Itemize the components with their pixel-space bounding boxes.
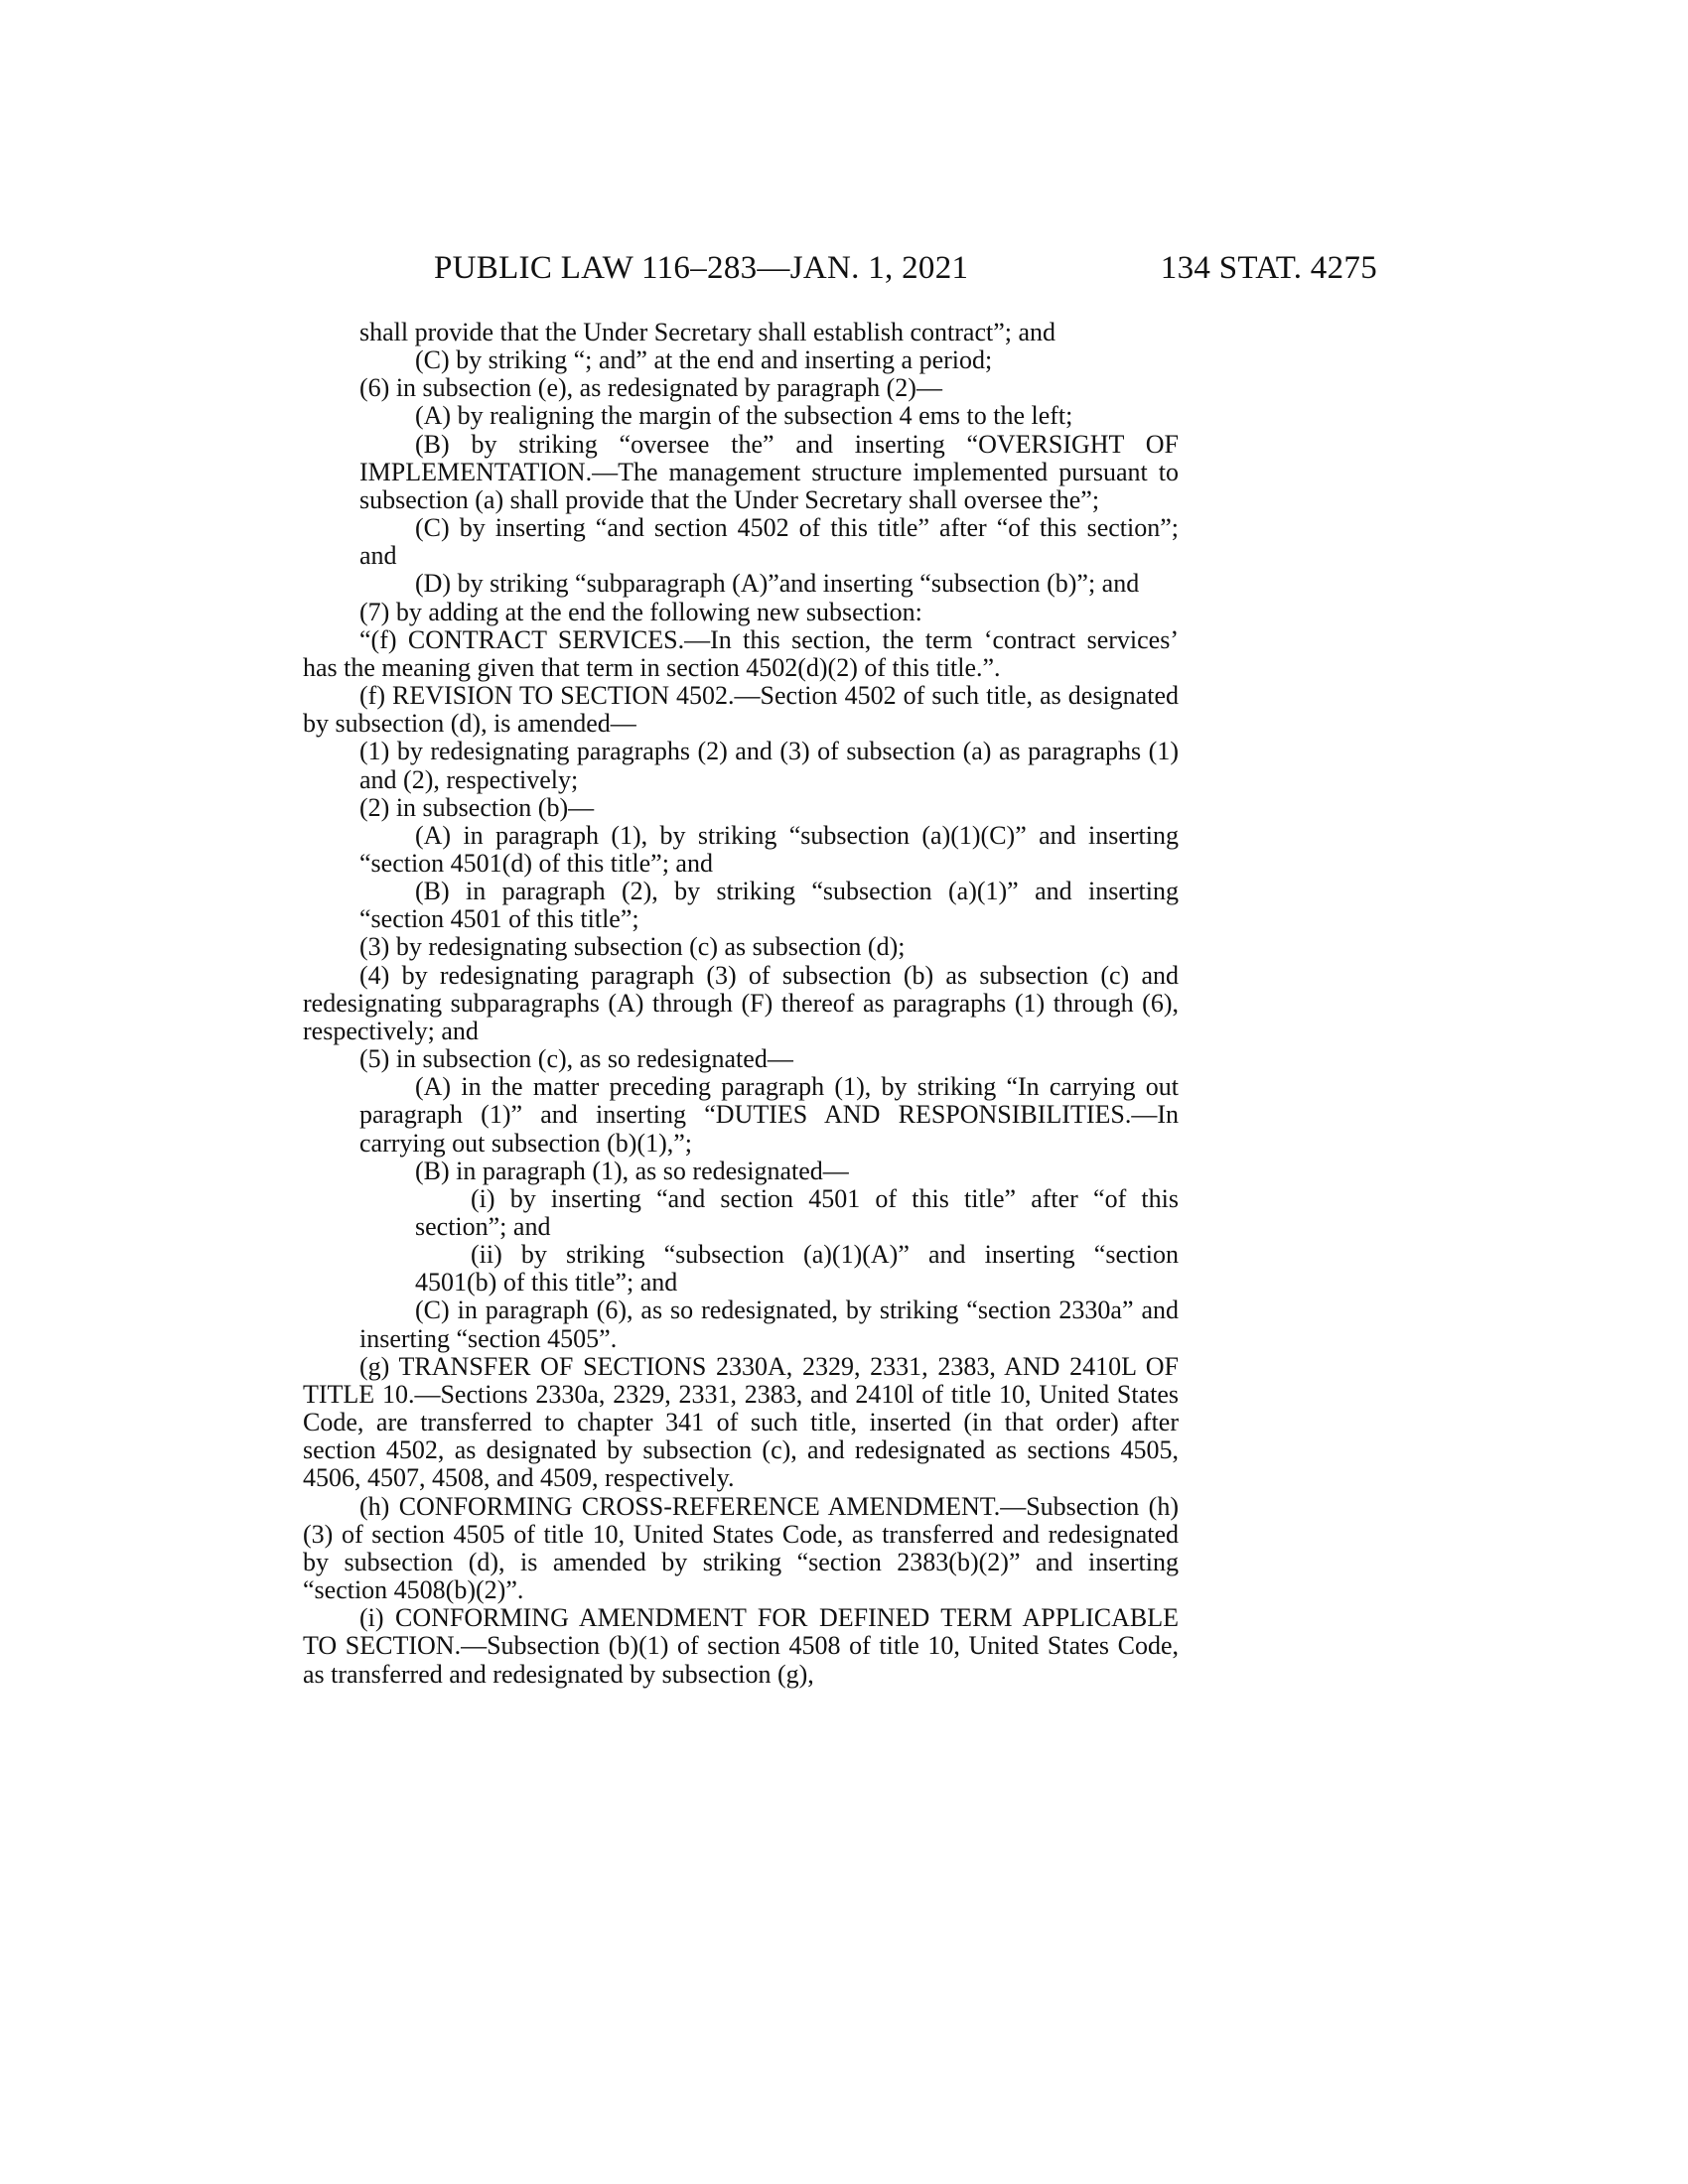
body-paragraph: (f) REVISION TO SECTION 4502.—Section 4502 of such title, as designated by subsection (d), is amended— xyxy=(303,681,1179,739)
body-paragraph: (ii) by striking “subsection (a)(1)(A)” and inserting “section 4501(b) of this title”; and xyxy=(415,1240,1179,1297)
body-paragraph: (4) by redesignating paragraph (3) of subsection (b) as subsection (c) and redesignating subparagraphs (A) through (F) thereof as paragraphs (1) through (6), respectively; and xyxy=(303,960,1179,1045)
statute-page-number: 134 STAT. 4275 xyxy=(1160,250,1377,286)
body-paragraph: (C) by inserting “and section 4502 of this title” after “of this section”; and xyxy=(359,513,1179,571)
body-paragraph: (i) CONFORMING AMENDMENT FOR DEFINED TERM APPLICABLE TO SECTION.—Subsection (b)(1) of section 4508 of title 10, United States Code, as transferred and redesignated by subsection (g), xyxy=(303,1603,1179,1689)
body-paragraph: (C) in paragraph (6), as so redesignated, by striking “section 2330a” and inserting “section 4505”. xyxy=(359,1296,1179,1353)
body-paragraph: (B) in paragraph (1), as so redesignated— xyxy=(415,1156,849,1185)
body-paragraph: (6) in subsection (e), as redesignated by paragraph (2)— xyxy=(359,373,942,403)
body-paragraph: (A) in the matter preceding paragraph (1), by striking “In carrying out paragraph (1)” and inserting “DUTIES AND RESPONSIBILITIES.—In carrying out subsection (b)(1),”; xyxy=(359,1072,1179,1158)
body-paragraph: (C) by striking “; and” at the end and inserting a period; xyxy=(415,345,993,375)
body-paragraph: (A) in paragraph (1), by striking “subsection (a)(1)(C)” and inserting “section 4501(d) of this title”; and xyxy=(359,820,1179,878)
body-paragraph: (3) by redesignating subsection (c) as subsection (d); xyxy=(359,932,906,962)
body-paragraph: (g) TRANSFER OF SECTIONS 2330A, 2329, 2331, 2383, AND 2410L OF TITLE 10.—Sections 2330a, 2329, 2331, 2383, and 2410l of title 10, United States Code, are transferred to chapter 341 of such title, inserted (in that order) after section 4502, as designated by subsection (c), and redesignated as sections 4505, 4506, 4507, 4508, and 4509, respectively. xyxy=(303,1351,1179,1493)
body-paragraph: “(f) CONTRACT SERVICES.—In this section, the term ‘contract services’ has the meaning given that term in section 4502(d)(2) of this title.”. xyxy=(303,624,1179,682)
body-paragraph: (D) by striking “subparagraph (A)”and inserting “subsection (b)”; and xyxy=(415,569,1140,599)
document-body xyxy=(303,319,1179,1689)
body-paragraph: (B) by striking “oversee the” and inserting “OVERSIGHT OF IMPLEMENTATION.—The management structure implemented pursuant to subsection (a) shall provide that the Under Secretary shall oversee the”; xyxy=(359,429,1179,514)
body-paragraph: shall provide that the Under Secretary shall establish contract”; and xyxy=(359,318,1056,346)
body-paragraph: (h) CONFORMING CROSS-REFERENCE AMENDMENT.—Subsection (h)(3) of section 4505 of title 10, United States Code, as transferred and redesignated by subsection (d), is amended by striking “section 2383(b)(2)” and inserting “section 4508(b)(2)”. xyxy=(303,1491,1179,1605)
running-header-title: PUBLIC LAW 116–283—JAN. 1, 2021 xyxy=(434,250,969,286)
body-paragraph: (2) in subsection (b)— xyxy=(359,792,595,822)
body-paragraph: (5) in subsection (c), as so redesignated— xyxy=(359,1044,793,1074)
body-paragraph: (A) by realigning the margin of the subsection 4 ems to the left; xyxy=(415,401,1073,431)
body-paragraph: (i) by inserting “and section 4501 of this title” after “of this section”; and xyxy=(415,1183,1179,1241)
body-paragraph: (7) by adding at the end the following new subsection: xyxy=(359,597,922,626)
body-paragraph: (B) in paragraph (2), by striking “subsection (a)(1)” and inserting “section 4501 of this title”; xyxy=(359,877,1179,934)
body-paragraph: (1) by redesignating paragraphs (2) and (3) of subsection (a) as paragraphs (1) and (2), respectively; xyxy=(359,737,1179,794)
